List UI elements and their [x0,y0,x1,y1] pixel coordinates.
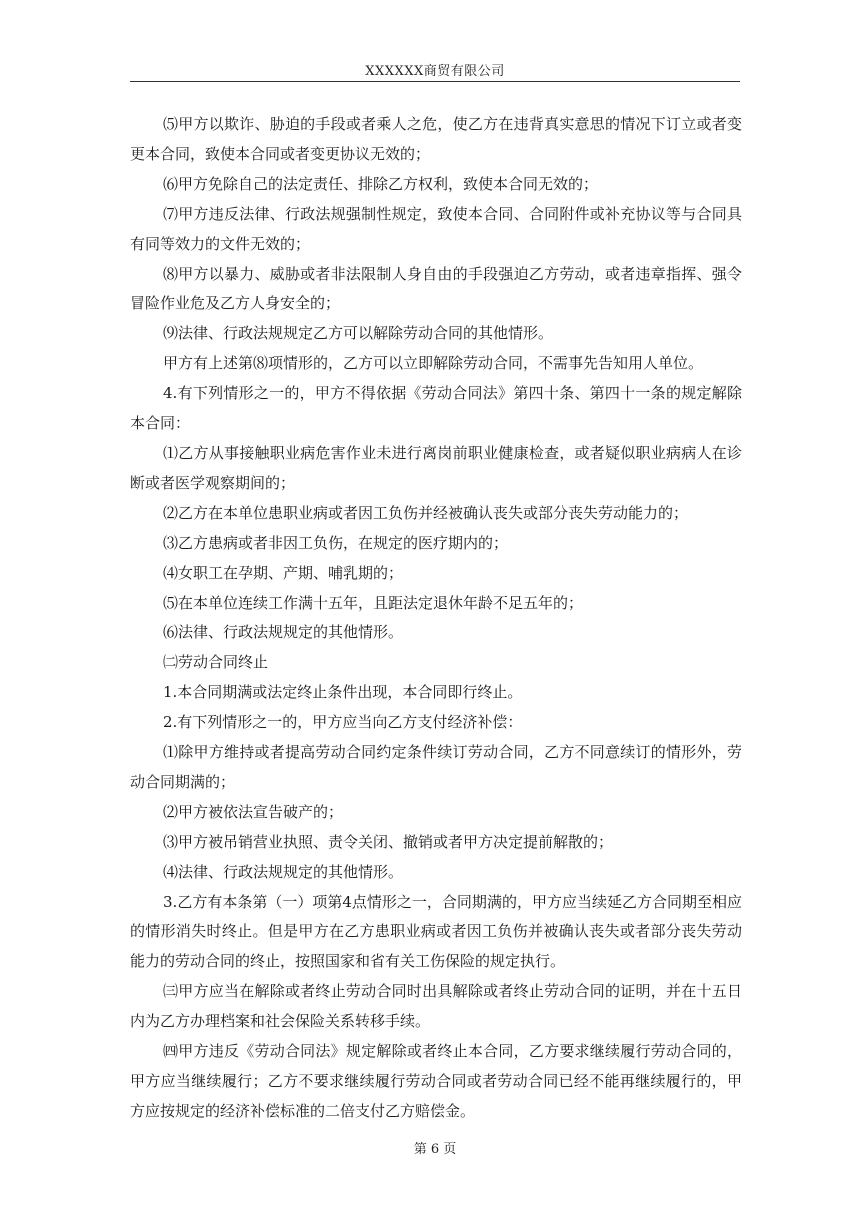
clause-paragraph: 1.本合同期满或法定终止条件出现，本合同即行终止。 [163,683,523,702]
clause-paragraph: ⑹法律、行政法规规定的其他情形。 [163,623,404,642]
clause-paragraph: ⑻甲方以暴力、威胁或者非法限制人身自由的手段强迫乙方劳动，或者违章指挥、强令冒险作业危及乙方人身安全的； [130,264,742,313]
clause-paragraph: ⑶乙方患病或者非因工负伤，在规定的医疗期内的； [163,533,509,552]
clause-paragraph: ⑸甲方以欺诈、胁迫的手段或者乘人之危，使乙方在违背真实意思的情况下订立或者变更本合同，致使本合同或者变更协议无效的； [130,115,742,163]
header-divider [130,81,740,82]
section-heading: ㈡劳动合同终止 [163,653,269,672]
clause-paragraph: 3.乙方有本条第（一）项第4点情形之一，合同期满的，甲方应当续延乙方合同期至相应的情形消失时终止。但是甲方在乙方患职业病或者因工负伤并被确认丧失或者部分丧失劳动能力的劳动合同的终止，按照国家和省有关工伤保险的规定执行。 [130,892,742,971]
clause-paragraph: ⑷法律、行政法规规定的其他情形。 [163,862,404,881]
clause-paragraph: ⑵乙方在本单位患职业病或者因工负伤并经被确认丧失或部分丧失劳动能力的； [163,503,689,522]
clause-paragraph: ⑺甲方违反法律、行政法规强制性规定，致使本合同、合同附件或补充协议等与合同具有同等效力的文件无效的； [130,204,742,253]
clause-paragraph: ⑵甲方被依法宣告破产的； [163,802,344,821]
clause-paragraph: ⑼法律、行政法规规定乙方可以解除劳动合同的其他情形。 [163,324,554,343]
clause-paragraph: ⑷女职工在孕期、产期、哺乳期的； [163,563,404,582]
clause-paragraph: ⑴除甲方维持或者提高劳动合同约定条件续订劳动合同，乙方不同意续订的情形外，劳动合同期满的； [130,743,742,791]
page-number: 第 6 页 [413,1142,457,1157]
clause-paragraph: ㈢甲方应当在解除或者终止劳动合同时出具解除或者终止劳动合同的证明，并在十五日内为乙方办理档案和社会保险关系转移手续。 [130,982,742,1031]
clause-paragraph: 甲方有上述第⑻项情形的，乙方可以立即解除劳动合同，不需事先告知用人单位。 [163,354,704,373]
document-body [130,110,742,1127]
clause-paragraph: ⑶甲方被吊销营业执照、责令关闭、撤销或者甲方决定提前解散的； [163,832,614,851]
clause-paragraph: ⑴乙方从事接触职业病危害作业未进行离岗前职业健康检查，或者疑似职业病病人在诊断或者医学观察期间的； [130,443,742,492]
page-header: XXXXXX商贸有限公司 [365,64,505,79]
clause-paragraph: ⑹甲方免除自己的法定责任、排除乙方权利，致使本合同无效的； [163,174,599,193]
clause-paragraph: ⑸在本单位连续工作满十五年，且距法定退休年龄不足五年的； [163,593,584,612]
clause-paragraph: 2.有下列情形之一的，甲方应当向乙方支付经济补偿： [163,713,523,732]
clause-paragraph: 4.有下列情形之一的，甲方不得依据《劳动合同法》第四十条、第四十一条的规定解除本合同： [130,384,742,433]
clause-paragraph: ㈣甲方违反《劳动合同法》规定解除或者终止本合同，乙方要求继续履行劳动合同的，甲方应当继续履行；乙方不要求继续履行劳动合同或者劳动合同已经不能再继续履行的，甲方应按规定的经济补偿标准的二倍支付乙方赔偿金。 [130,1042,742,1120]
